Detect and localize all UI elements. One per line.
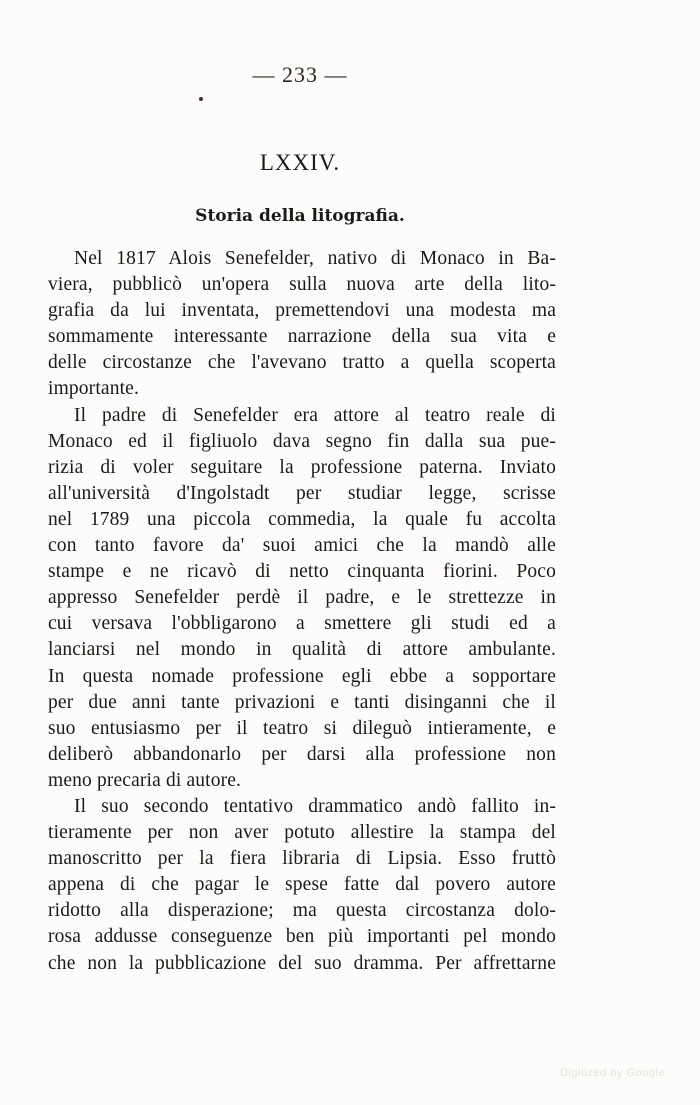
chapter-title: Storia della litografia. <box>195 206 405 226</box>
text-line: cui versava l'obbligarono a smettere gli studi ed a <box>48 613 556 635</box>
text-line: meno precaria di autore. <box>48 769 242 791</box>
page-number: — 233 — <box>252 62 348 87</box>
text-line: importante. <box>48 378 139 400</box>
text-line: sommamente interessante narrazione della sua vita e <box>48 326 556 348</box>
text-line: Monaco ed il figliuolo dava segno fin dalla sua pue- <box>48 430 556 452</box>
text-line: Il padre di Senefelder era attore al teatro reale di <box>74 404 556 426</box>
text-line: con tanto favore da' suoi amici che la mandò alle <box>48 535 556 557</box>
chapter-number: LXXIV. <box>259 150 341 175</box>
text-line: grafia da lui inventata, premettendovi una modesta ma <box>48 300 556 322</box>
text-line: rizia di voler seguitare la professione paterna. Inviato <box>48 456 556 478</box>
text-line: In questa nomade professione egli ebbe a sopportare <box>48 665 556 687</box>
text-line: appresso Senefelder perdè il padre, e le strettezze in <box>48 587 556 609</box>
text-line: tieramente per non aver potuto allestire la stampa del <box>48 822 556 844</box>
text-line: viera, pubblicò un'opera sulla nuova arte della lito- <box>48 274 556 296</box>
text-line: manoscritto per la fiera libraria di Lipsia. Esso fruttò <box>48 848 556 870</box>
text-line: delle circostanze che l'avevano tratto a quella scoperta <box>48 352 556 374</box>
text-line: ridotto alla disperazione; ma questa circostanza dolo- <box>48 900 556 922</box>
text-line: Nel 1817 Alois Senefelder, nativo di Monaco in Ba- <box>74 248 556 269</box>
text-line: all'università d'Ingolstadt per studiar legge, scrisse <box>48 482 556 504</box>
text-line: stampe e ne ricavò di netto cinquanta fiorini. Poco <box>48 561 556 583</box>
text-line: lanciarsi nel mondo in qualità di attore ambulante. <box>48 639 556 661</box>
text-line: deliberò abbandonarlo per darsi alla professione non <box>48 743 556 765</box>
text-line: appena di che pagar le spese fatte dal povero autore <box>48 874 556 896</box>
text-line: per due anni tante privazioni e tanti disinganni che il <box>48 691 556 713</box>
ink-speck <box>199 97 203 101</box>
text-line: Il suo secondo tentativo drammatico andò fallito in- <box>74 795 556 817</box>
text-line: che non la pubblicazione del suo dramma. Per affrettarne <box>48 952 556 974</box>
text-line: nel 1789 una piccola commedia, la quale fu accolta <box>48 508 556 530</box>
body-text <box>48 246 556 977</box>
text-line: suo entusiasmo per il teatro si dileguò intieramente, e <box>48 717 556 739</box>
text-line: rosa addusse conseguenze ben più importanti pel mondo <box>48 926 556 948</box>
digitization-watermark: Digitized by Google <box>560 1067 665 1079</box>
